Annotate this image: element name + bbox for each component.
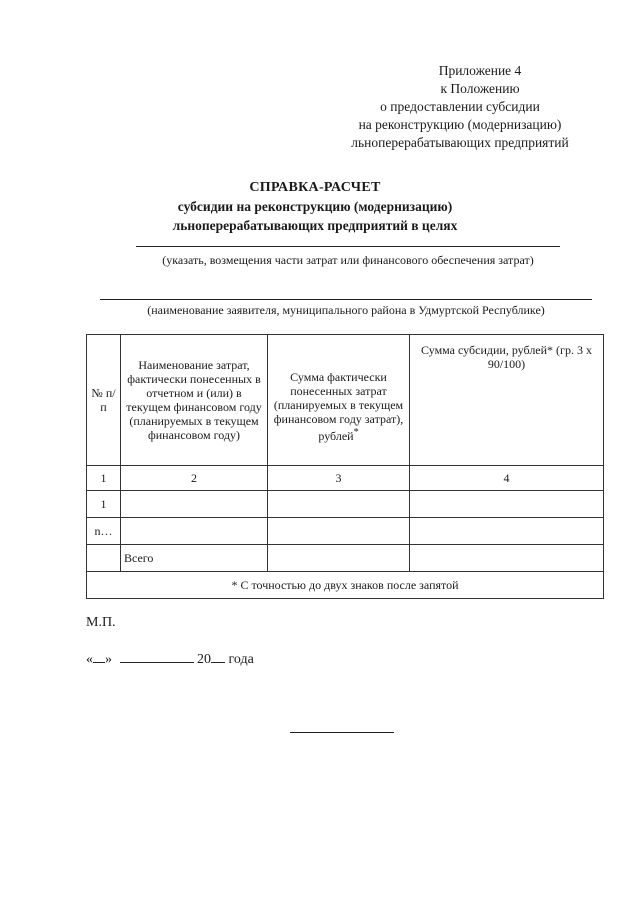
date-line	[86, 648, 254, 668]
table-cell	[410, 491, 604, 518]
header-cost-sum-text: Сумма фактически понесенных затрат (планируемых в текущем финансовом году затрат), рублей	[273, 369, 404, 443]
applicant-fill-line	[100, 299, 592, 300]
day-blank	[93, 648, 105, 663]
column-number: 2	[121, 466, 268, 491]
header-cell-cost-name: Наименование затрат, фактически понесенных в отчетном и (или) в текущем финансовом году (планируемых в текущем финансовом году)	[121, 335, 268, 466]
appendix-block	[310, 62, 610, 152]
table-cell	[87, 545, 121, 572]
table-row	[87, 491, 604, 518]
table-cell	[410, 545, 604, 572]
footnote-row	[87, 572, 604, 599]
year-prefix: 20	[197, 652, 211, 667]
year-suffix: года	[228, 652, 254, 667]
table-row-total	[87, 545, 604, 572]
appendix-line: на реконструкцию (модернизацию)	[358, 117, 562, 132]
table-cell	[121, 491, 268, 518]
header-cell-number: № п/п	[87, 335, 121, 466]
month-blank	[120, 648, 194, 663]
signature-line	[290, 732, 394, 733]
table-cell	[410, 518, 604, 545]
total-label: Всего	[121, 545, 268, 572]
footnote: * С точностью до двух знаков после запятой	[87, 572, 604, 599]
table-row	[87, 518, 604, 545]
table-cell	[268, 491, 410, 518]
header-cell-subsidy-sum: Сумма субсидии, рублей* (гр. 3 х 90/100)	[410, 335, 604, 466]
column-numbers-row	[87, 466, 604, 491]
title-main: СПРАВКА-РАСЧЕТ	[249, 180, 381, 195]
document-title	[80, 178, 550, 235]
table-cell: 1	[87, 491, 121, 518]
appendix-line: о предоставлении субсидии	[380, 99, 540, 114]
title-line: льноперерабатывающих предприятий в целях	[172, 218, 458, 233]
table-cell: n…	[87, 518, 121, 545]
stamp-label: М.П.	[86, 615, 116, 630]
date-close-quote: »	[105, 652, 112, 667]
appendix-line: Приложение 4	[438, 63, 522, 78]
column-number: 4	[410, 466, 604, 491]
table-cell	[121, 518, 268, 545]
column-number: 3	[268, 466, 410, 491]
calculation-table	[86, 334, 604, 599]
year-blank	[211, 648, 225, 663]
table-cell	[268, 545, 410, 572]
appendix-line: к Положению	[440, 81, 520, 96]
table-header-row	[87, 335, 604, 466]
header-cell-cost-sum	[268, 335, 410, 466]
appendix-line: льноперерабатывающих предприятий	[351, 135, 569, 150]
date-open-quote: «	[86, 652, 93, 667]
header-cost-sum-mark: *	[353, 426, 359, 438]
column-number: 1	[87, 466, 121, 491]
table-cell	[268, 518, 410, 545]
title-line: субсидии на реконструкцию (модернизацию)	[177, 199, 453, 214]
purpose-caption: (указать, возмещения части затрат или финансового обеспечения затрат)	[162, 253, 534, 267]
purpose-fill-line	[136, 246, 560, 247]
applicant-caption: (наименование заявителя, муниципального района в Удмуртской Республике)	[147, 303, 545, 317]
